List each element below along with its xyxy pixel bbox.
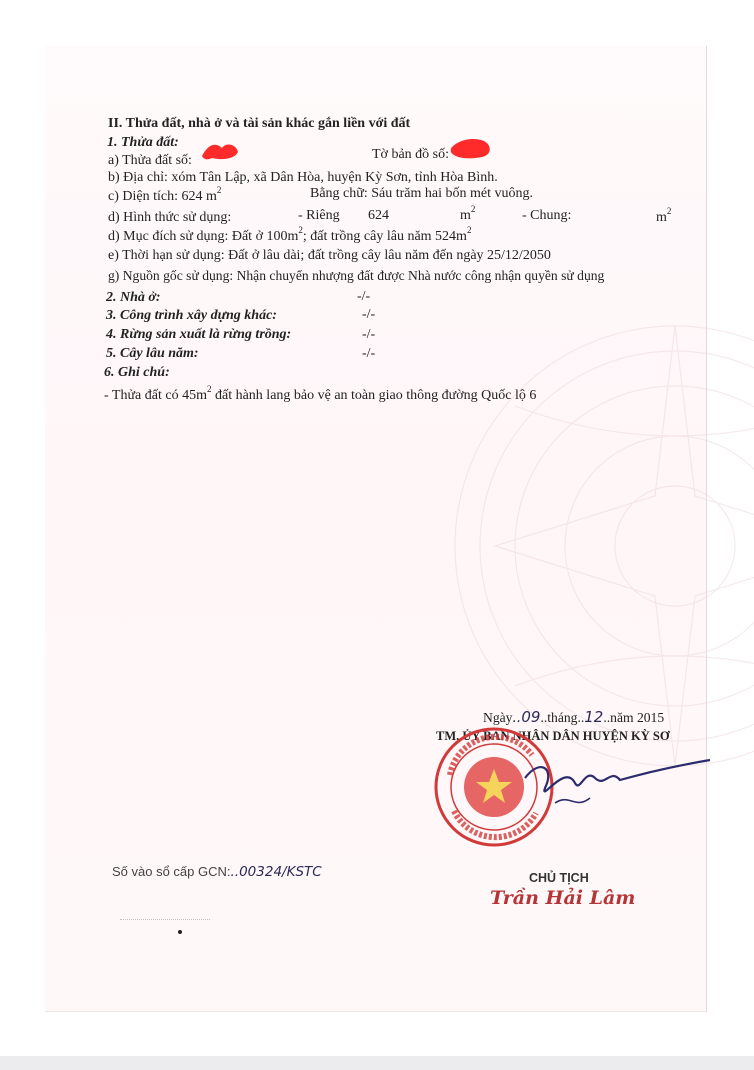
perennial-trees-value: -/- [362,346,376,361]
usage-origin: g) Nguồn gốc sử dụng: Nhận chuyển nhượng đất được Nhà nước công nhận quyền sử dụng [108,268,605,283]
parcel-heading: 1. Thửa đất: [107,135,179,150]
faint-text [120,905,210,920]
address-line: b) Địa chỉ: xóm Tân Lập, xã Dân Hòa, huyện Kỳ Sơn, tỉnh Hòa Bình. [108,170,498,185]
private-unit: $m^2$ [460,204,476,223]
ink-dot [178,930,182,934]
redaction-mark [450,137,494,161]
usage-form-label: d) Hình thức sử dụng: [108,210,232,225]
notes-text: - Thửa đất có $45m^2$ đất hành lang bảo vệ an toàn giao thông đường Quốc lộ 6 [104,384,537,403]
registry-line: Số vào sổ cấp GCN:..00324/KSTC [112,864,322,880]
perennial-trees-label: 5. Cây lâu năm: [106,346,199,361]
planted-forest-label: 4. Rừng sản xuất là rừng trồng: [106,327,292,342]
house-value: -/- [357,289,371,304]
area-line: c) Diện tích: 624 $m^2$ [108,185,222,204]
map-sheet-label: Tờ bản đồ số: [372,147,450,162]
private-value: 624 [368,208,389,223]
parcel-number-label: a) Thửa đất số: [108,153,192,168]
viewer-bottom-bar [0,1056,754,1070]
house-label: 2. Nhà ở: [106,290,161,305]
chairman-name: Trần Hải Lâm [490,887,636,909]
shared-label: - Chung: [522,208,572,223]
private-label: - Riêng [298,208,340,223]
usage-purpose: d) Mục đích sử dụng: Đất ở $100m^2$; đất trồng cây lâu năm $524m^2$ [108,225,472,244]
other-construction-label: 3. Công trình xây dựng khác: [106,308,277,323]
section-title: II. Thửa đất, nhà ở và tài sản khác gắn liền với đất [108,116,411,131]
issue-date: Ngày..09..tháng..12..năm 2015 [483,708,665,726]
issuing-authority: TM. ỦY BAN NHÂN DÂN HUYỆN KỲ SƠ [436,729,670,743]
shared-unit: $m^2$ [656,206,672,225]
planted-forest-value: -/- [362,327,376,342]
notes-heading: 6. Ghi chú: [104,365,170,380]
redaction-mark [200,140,240,162]
handwritten-signature [515,748,715,818]
chairman-title: CHỦ TỊCH [529,871,589,885]
area-in-words: Bằng chữ: Sáu trăm hai bốn mét vuông. [310,186,533,201]
other-construction-value: -/- [362,307,376,322]
usage-term: e) Thời hạn sử dụng: Đất ở lâu dài; đất trồng cây lâu năm đến ngày 25/12/2050 [108,248,551,263]
